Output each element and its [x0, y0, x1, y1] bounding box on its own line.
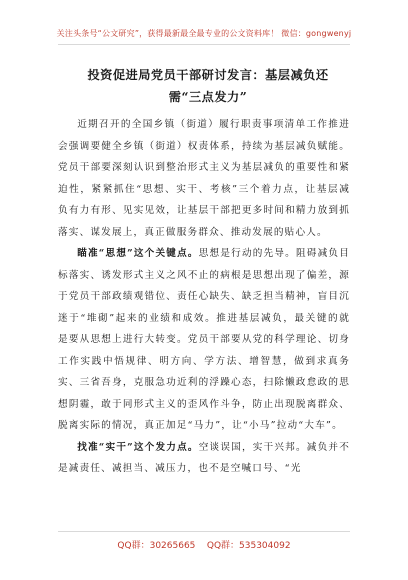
footer-divider: [58, 531, 350, 532]
paragraph-thought: [58, 243, 350, 437]
header-note: 关注头条号“公文研究”，获得最新最全最专业的公文资料库！ 微信：gongwenyj: [56, 29, 352, 38]
footer-note: [0, 538, 408, 551]
paragraph-lead: 瞄准“思想”这个关键点。: [77, 248, 199, 259]
footer-qq-group: QQ群：30265665: [117, 541, 196, 551]
footer-qq-group-2: QQ群：535304092: [206, 541, 291, 551]
paragraph-lead: 找准“实干”这个发力点。: [77, 441, 199, 453]
paragraph-text: 空谈误国，实干兴邦。减负并不是减责任、减担当、减压力，也不是空喊口号、“光: [58, 441, 350, 474]
paragraph-intro: [58, 114, 350, 243]
paragraph-action: [58, 437, 350, 480]
paragraph-text: 近期召开的全国乡镇（街道）履行职责事项清单工作推进会强调要健全乡镇（街道）权责体系，持续为基层减负赋能。党员干部要深刻认识到整治形式主义为基层减负的重要性和紧迫性，紧紧抓住“思想、实干、考核”三个着力点，让基层减负有力有形、见实见效，让基层干部把更多时间和精力放到抓落实、谋发展上，真正做服务群众、推动发展的贴心人。: [58, 119, 350, 238]
paragraph-text: 思想是行动的先导。阻碍减负目标落实、诱发形式主义之风不止的病根是思想出现了偏差，源于党员干部政绩观错位、责任心缺失、缺乏担当精神，盲目沉迷于“堆砌”起来的业绩和成效。推进基层减负，最关键的就是要从思想上进行大转变。党员干部要从党的科学理论、切身工作实践中悟规律、明方向、学方法、增智慧，做到求真务实、三省吾身，克服急功近利的浮躁心态，扫除懒政怠政的思想阴霾，敢于同形式主义的歪风作斗争，防止出现脱离群众、脱离实际的情况，真正加足“马力”，让“小马”拉动“大车”。: [58, 248, 350, 431]
document-body: [58, 114, 350, 480]
header-divider: [58, 44, 350, 45]
document-title: 投资促进局党员干部研讨发言：基层减负还需“三点发力”: [87, 68, 329, 104]
